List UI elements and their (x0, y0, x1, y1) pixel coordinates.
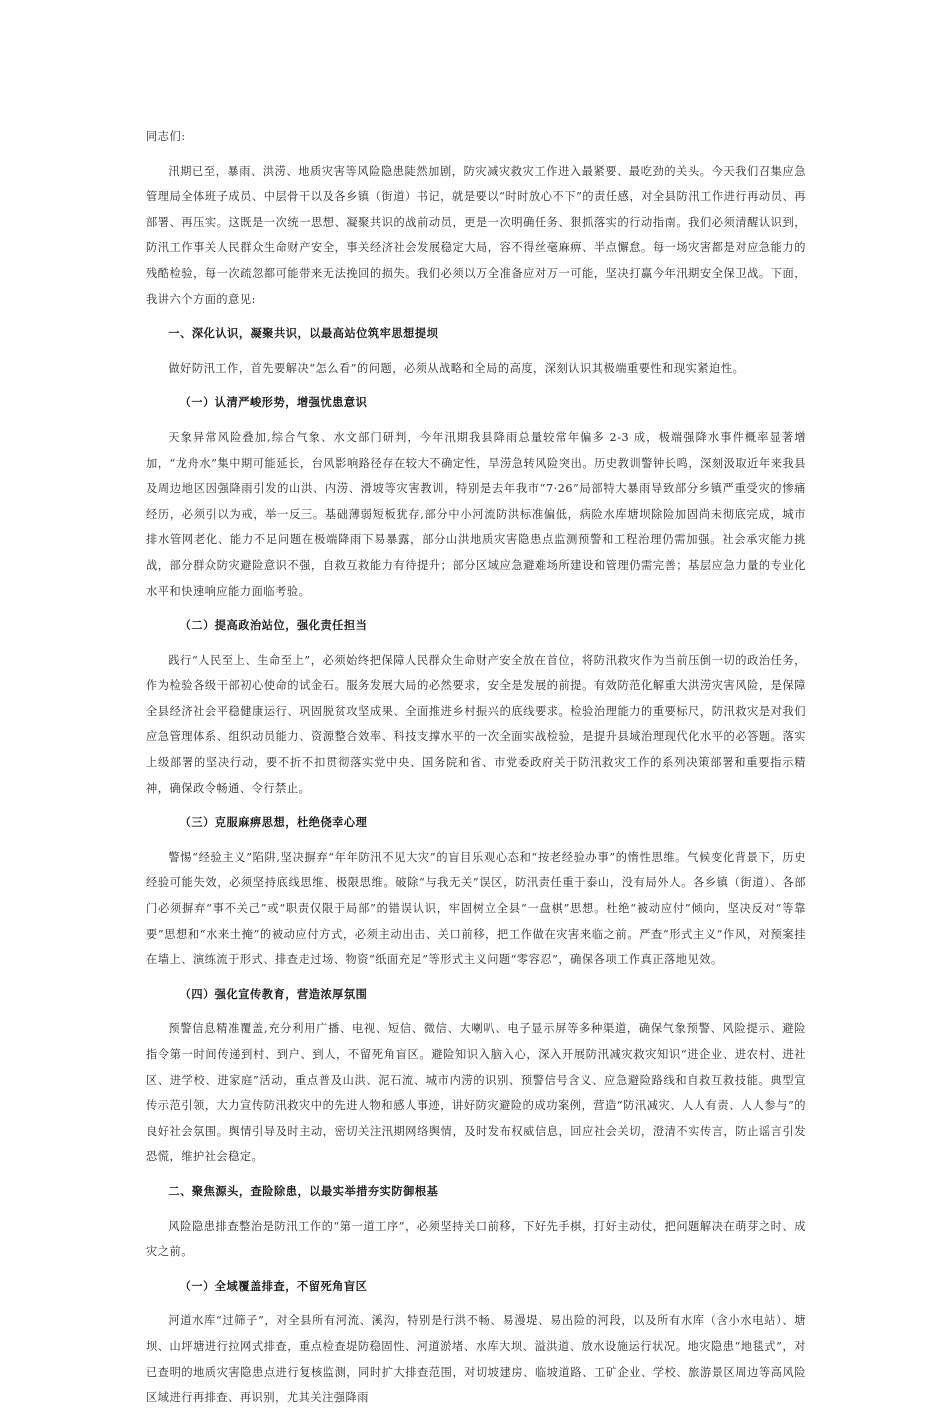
section-2-sub-1-text: 河道水库“过筛子”，对全县所有河流、溪沟，特别是行洪不畅、易漫堤、易出险的河段，以及所有水库（含小水电站）、塘坝、山坪塘进行拉网式排查，重点检查堤防稳固性、河道淤堵、水库大坝、溢洪道、放水设施运行状况。地灾隐患“地毯式”，对已查明的地质灾害隐患点进行复核监测，同时扩大排查范围，对切坡建房、临坡道路、工矿企业、学校、旅游景区周边等高风险区域进行再排查、再识别，尤其关注强降雨 (146, 1314, 806, 1405)
document-body (146, 124, 806, 1420)
intro-paragraph: 汛期已至，暴雨、洪涝、地质灾害等风险隐患陡然加剧，防灾减灾救灾工作进入最紧要、最吃劲的关头。今天我们召集应急管理局全体班子成员、中层骨干以及各乡镇（街道）书记，就是要以“时时放心不下”的责任感，对全县防汛工作进行再动员、再部署、再压实。这既是一次统一思想、凝聚共识的战前动员，更是一次明确任务、狠抓落实的行动指南。我们必须清醒认识到，防汛工作事关人民群众生命财产安全，事关经济社会发展稳定大局，容不得丝毫麻痹、半点懈怠。每一场灾害都是对应急能力的残酷检验，每一次疏忽都可能带来无法挽回的损失。我们必须以万全准备应对万一可能，坚决打赢今年汛期安全保卫战。下面，我讲六个方面的意见: (146, 164, 806, 306)
section-1-sub-3-heading: （三）克服麻痹思想，杜绝侥幸心理 (179, 815, 368, 830)
section-1-sub-2-text: 践行“人民至上、生命至上”，必须始终把保障人民群众生命财产安全放在首位，将防汛救灾作为当前压倒一切的政治任务，作为检验各级干部初心使命的试金石。服务发展大局的必然要求，安全是发展的前提。有效防范化解重大洪涝灾害风险，是保障全县经济社会平稳健康运行、巩固脱贫攻坚成果、全面推进乡村振兴的底线要求。检验治理能力的重要标尺，防汛救灾是对我们应急管理体系、组织动员能力、资源整合效率、科技支撑水平的一次全面实战检验，是提升县域治理现代化水平的必答题。落实上级部署的坚决行动，要不折不扣贯彻落实党中央、国务院和省、市党委政府关于防汛救灾工作的系列决策部署和重要指示精神，确保政令畅通、令行禁止。 (146, 653, 806, 795)
section-1-heading: 一、深化认识，凝聚共识，以最高站位筑牢思想提坝 (168, 326, 439, 341)
section-2-lead: 风险隐患排查整治是防汛工作的“第一道工序”，必须坚持关口前移，下好先手棋，打好主动仗，把问题解决在萌芽之时、成灾之前。 (146, 1219, 806, 1259)
section-1-sub-4-heading: （四）强化宣传教育，营造浓厚氛围 (179, 986, 368, 1001)
salutation: 同志们: (146, 130, 186, 143)
section-1-lead: 做好防汛工作，首先要解决“怎么看”的问题，必须从战略和全局的高度，深刻认识其极端重要性和现实紧迫性。 (168, 361, 745, 375)
section-2-heading: 二、聚焦源头，查险除患，以最实举措夯实防御根基 (168, 1183, 439, 1198)
section-1-sub-1-heading: （一）认清严峻形势，增强忧患意识 (179, 395, 368, 410)
section-1-sub-3-text: 警惕“经验主义”陷阱,坚决摒弃“年年防汛不见大灾”的盲目乐观心态和“按老经验办事”的惰性思维。气候变化背景下，历史经验可能失效，必须坚持底线思维、极限思维。破除“与我无关”误区，防汛责任重于泰山，没有局外人。各乡镇（街道）、各部门必须摒弃“事不关己”或“职责仅限于局部”的错误认识，牢固树立全县“一盘棋”思想。杜绝“被动应付”倾向，坚决反对“等靠要”思想和“水来土掩”的被动应付方式，必须主动出击、关口前移，把工作做在灾害来临之前。严查“形式主义”作风，对预案挂在墙上、演练流于形式、排查走过场、物资“纸面充足”等形式主义问题“零容忍”，确保各项工作真正落地见效。 (146, 850, 806, 967)
section-1-sub-4-text: 预警信息精准覆盖,充分利用广播、电视、短信、微信、大喇叭、电子显示屏等多种渠道，确保气象预警、风险提示、避险指令第一时间传递到村、到户、到人，不留死角盲区。避险知识入脑入心，深入开展防汛减灾救灾知识“进企业、进农村、进社区、进学校、进家庭”活动，重点普及山洪、泥石流、城市内涝的识别、预警信号含义、应急避险路线和自救互救技能。典型宣传示范引领，大力宣传防汛救灾中的先进人物和感人事迹，讲好防灾避险的成功案例，营造“防汛减灾、人人有责、人人参与”的良好社会氛围。舆情引导及时主动，密切关注汛期网络舆情，及时发布权威信息，回应社会关切，澄清不实传言，防止谣言引发恐慌，维护社会稳定。 (146, 1022, 806, 1164)
section-1-sub-1-text: 天象异常风险叠加,综合气象、水文部门研判，今年汛期我县降雨总量较常年偏多 2-3 成，极端强降水事件概率显著增加，“龙舟水”集中期可能延长，台风影响路径存在较大不确定性，旱涝急转风险突出。历史教训警钟长鸣，深刻汲取近年来我县及周边地区因强降雨引发的山洪、内涝、滑坡等灾害教训，特别是去年我市“7·26”局部特大暴雨导致部分乡镇严重受灾的惨痛经历，必须引以为戒，举一反三。基础薄弱短板犹存,部分中小河流防洪标准偏低，病险水库塘坝除险加固尚未彻底完成，城市排水管网老化、能力不足问题在极端降雨下易暴露，部分山洪地质灾害隐患点监测预警和工程治理仍需加强。社会承灾能力挑战，部分群众防灾避险意识不强，自救互救能力有待提升；部分区域应急避难场所建设和管理仍需完善；基层应急力量的专业化水平和快速响应能力面临考验。 (146, 430, 806, 598)
section-1-sub-2-heading: （二）提高政治站位，强化责任担当 (179, 618, 368, 633)
section-2-sub-1-heading: （一）全域覆盖排查，不留死角盲区 (179, 1278, 368, 1293)
